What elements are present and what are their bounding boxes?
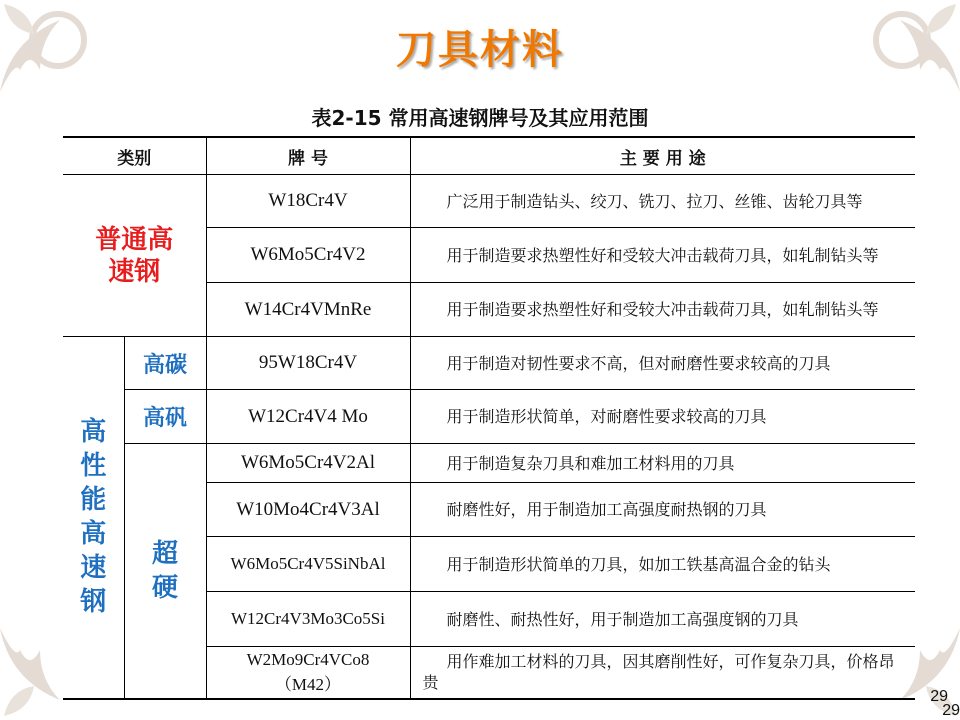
category-ordinary: 普通高速钢 bbox=[63, 175, 206, 337]
header-use: 主 要 用 途 bbox=[410, 137, 915, 175]
table-caption: 表2-15 常用高速钢牌号及其应用范围 bbox=[311, 106, 649, 130]
header-grade: 牌 号 bbox=[206, 137, 410, 175]
use-cell: 广泛用于制造钻头、绞刀、铣刀、拉刀、丝锥、齿轮刀具等 bbox=[410, 175, 915, 228]
high-speed-steel-table bbox=[63, 136, 915, 700]
table-header-row bbox=[63, 137, 915, 175]
use-cell: 用于制造要求热塑性好和受较大冲击载荷刀具，如轧制钻头等 bbox=[410, 283, 915, 337]
use-cell: 用作难加工材料的刀具，因其磨削性好，可作复杂刀具，价格昂贵 bbox=[410, 647, 915, 699]
grade-cell: W6Mo5Cr4V2Al bbox=[206, 444, 410, 483]
subcategory-superhard: 超硬 bbox=[124, 444, 206, 699]
page-number-shadow: 29 bbox=[942, 702, 960, 719]
grade-cell: 95W18Cr4V bbox=[206, 337, 410, 390]
table-row bbox=[63, 337, 915, 390]
use-cell: 用于制造形状简单，对耐磨性要求较高的刀具 bbox=[410, 390, 915, 444]
grade-cell: W18Cr4V bbox=[206, 175, 410, 228]
subcategory-high-carbon: 高碳 bbox=[124, 337, 206, 390]
use-cell: 用于制造形状简单的刀具，如加工铁基高温合金的钻头 bbox=[410, 537, 915, 592]
grade-cell: W6Mo5Cr4V2 bbox=[206, 228, 410, 283]
grade-cell bbox=[206, 647, 410, 699]
use-cell: 用于制造要求热塑性好和受较大冲击载荷刀具，如轧制钻头等 bbox=[410, 228, 915, 283]
grade-name: W2Mo9Cr4VCo8 bbox=[246, 649, 370, 669]
use-cell: 耐磨性好，用于制造加工高强度耐热钢的刀具 bbox=[410, 483, 915, 537]
use-cell: 用于制造复杂刀具和难加工材料用的刀具 bbox=[410, 444, 915, 483]
slide-title: 刀具材料 bbox=[396, 27, 564, 73]
grade-cell: W12Cr4V3Mo3Co5Si bbox=[206, 592, 410, 647]
grade-cell: W14Cr4VMnRe bbox=[206, 283, 410, 337]
page-number: 29 bbox=[930, 688, 948, 705]
table-row bbox=[63, 444, 915, 483]
subcategory-high-vanadium: 高矾 bbox=[124, 390, 206, 444]
grade-cell: W6Mo5Cr4V5SiNbAl bbox=[206, 537, 410, 592]
header-category: 类别 bbox=[63, 137, 206, 175]
category-high-performance: 高性能高速钢 bbox=[63, 337, 124, 699]
grade-note: （M42） bbox=[274, 674, 342, 694]
table-row bbox=[63, 390, 915, 444]
grade-cell: W12Cr4V4 Mo bbox=[206, 390, 410, 444]
grade-cell: W10Mo4Cr4V3Al bbox=[206, 483, 410, 537]
use-cell: 用于制造对韧性要求不高，但对耐磨性要求较高的刀具 bbox=[410, 337, 915, 390]
table-row bbox=[63, 175, 915, 228]
use-cell: 耐磨性、耐热性好，用于制造加工高强度钢的刀具 bbox=[410, 592, 915, 647]
